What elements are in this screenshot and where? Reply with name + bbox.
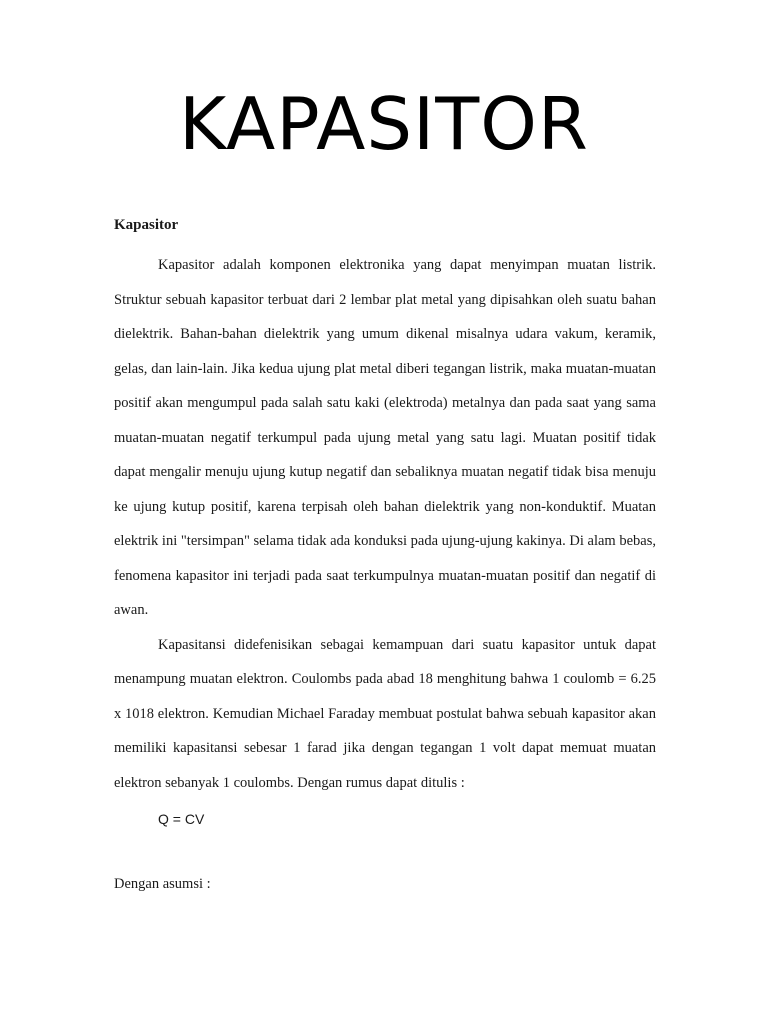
section-heading: Kapasitor bbox=[114, 217, 179, 233]
formula: Q = CV bbox=[158, 811, 205, 827]
document-body bbox=[114, 212, 656, 901]
assumption-label: Dengan asumsi : bbox=[114, 875, 211, 892]
page-title: KAPASITOR bbox=[179, 82, 589, 166]
paragraph-definition: Kapasitor adalah komponen elektronika yang dapat menyimpan muatan listrik. Struktur sebuah kapasitor terbuat dari 2 lembar plat metal yang dipisahkan oleh suatu bahan dielektrik. Bahan-bahan dielektrik yang umum dikenal misalnya udara vakum, keramik, gelas, dan lain-lain. Jika kedua ujung plat metal diberi tegangan listrik, maka muatan-muatan positif akan mengumpul pada salah satu kaki (elektroda) metalnya dan pada saat yang sama muatan-muatan negatif terkumpul pada ujung metal yang satu lagi. Muatan positif tidak dapat mengalir menuju ujung kutup negatif dan sebaliknya muatan negatif tidak bisa menuju ke ujung kutup positif, karena terpisah oleh bahan dielektrik yang non-konduktif. Muatan elektrik ini "tersimpan" selama tidak ada konduksi pada ujung-ujung kakinya. Di alam bebas, fenomena kapasitor ini terjadi pada saat terkumpulnya muatan-muatan positif dan negatif di awan. bbox=[114, 257, 656, 618]
paragraph-capacitance: Kapasitansi didefenisikan sebagai kemampuan dari suatu kapasitor untuk dapat menampung muatan elektron. Coulombs pada abad 18 menghitung bahwa 1 coulomb = 6.25 x 1018 elektron. Kemudian Michael Faraday membuat postulat bahwa sebuah kapasitor akan memiliki kapasitansi sebesar 1 farad jika dengan tegangan 1 volt dapat memuat muatan elektron sebanyak 1 coulombs. Dengan rumus dapat ditulis : bbox=[114, 636, 656, 791]
